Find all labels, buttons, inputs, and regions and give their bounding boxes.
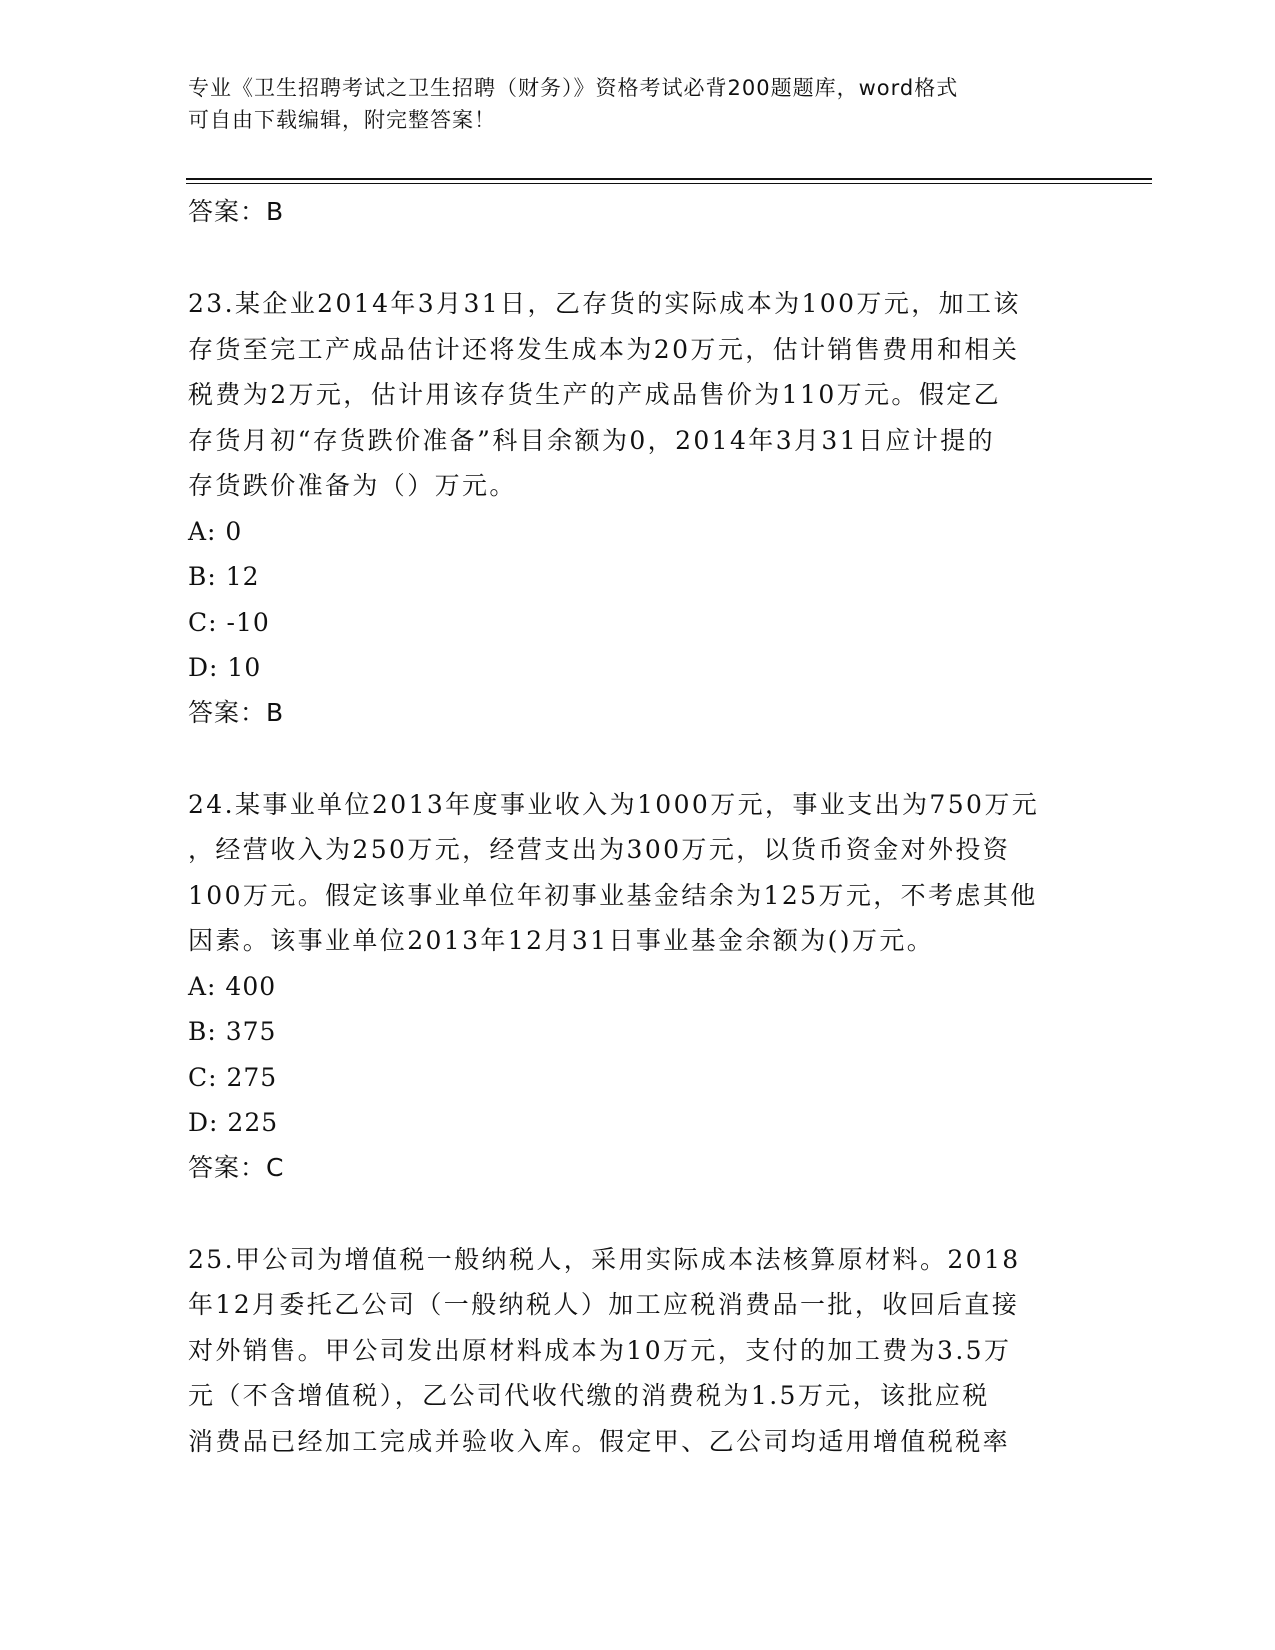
header-text: 专业《卫生招聘考试之卫生招聘（财务）》资格考试必背200题题库，word格式 可自由下载编辑，附完整答案！: [188, 76, 959, 132]
document-body: [188, 190, 1088, 1464]
option-c: C: -10: [188, 607, 270, 637]
header-rule-thin: [186, 183, 1152, 184]
question-block-25: [188, 1237, 1088, 1465]
spacer: [188, 1190, 1088, 1237]
header-rule-thick: [186, 178, 1152, 180]
answer-line: 答案：B: [188, 697, 285, 727]
document-header: [188, 72, 1068, 136]
option-b: B: 12: [188, 562, 260, 591]
option-d: D: 10: [188, 653, 262, 682]
answer-line: 答案：B: [188, 197, 285, 226]
question-text: 25.甲公司为增值税一般纳税人，采用实际成本法核算原材料。2018 年12月委托乙公司（一般纳税人）加工应税消费品一批，收回后直接 对外销售。甲公司发出原材料成本为10万元，支付的加工费为3.5万 元（不含增值税），乙公司代收代缴的消费税为1.5万元，该批应税 消费品已经加工完成并验收入库。假定甲、乙公司均适用增值税税率: [188, 1244, 1021, 1456]
option-a: A: 0: [188, 516, 243, 546]
option-b: B: 375: [188, 1017, 277, 1046]
option-a: A: 400: [188, 971, 277, 1001]
spacer: [188, 735, 1088, 782]
option-c: C: 275: [188, 1062, 278, 1092]
question-text: 23.某企业2014年3月31日，乙存货的实际成本为100万元，加工该 存货至完工产成品估计还将发生成本为20万元，估计销售费用和相关 税费为2万元，估计用该存货生产的产成品售价为110万元。假定乙 存货月初“存货跌价准备”科目余额为0，2014年3月31日应计提的 存货跌价准备为（）万元。: [188, 289, 1021, 500]
spacer: [188, 234, 1088, 281]
question-block-24: [188, 782, 1088, 1190]
question-text: 24.某事业单位2013年度事业收入为1000万元，事业支出为750万元 ，经营收入为250万元，经营支出为300万元，以货币资金对外投资 100万元。假定该事业单位年初事业基金结余为125万元，不考虑其他 因素。该事业单位2013年12月31日事业基金余额为()万元。: [188, 789, 1040, 955]
option-d: D: 225: [188, 1108, 279, 1137]
question-block-23: [188, 281, 1088, 735]
answer-line: 答案：C: [188, 1152, 285, 1182]
